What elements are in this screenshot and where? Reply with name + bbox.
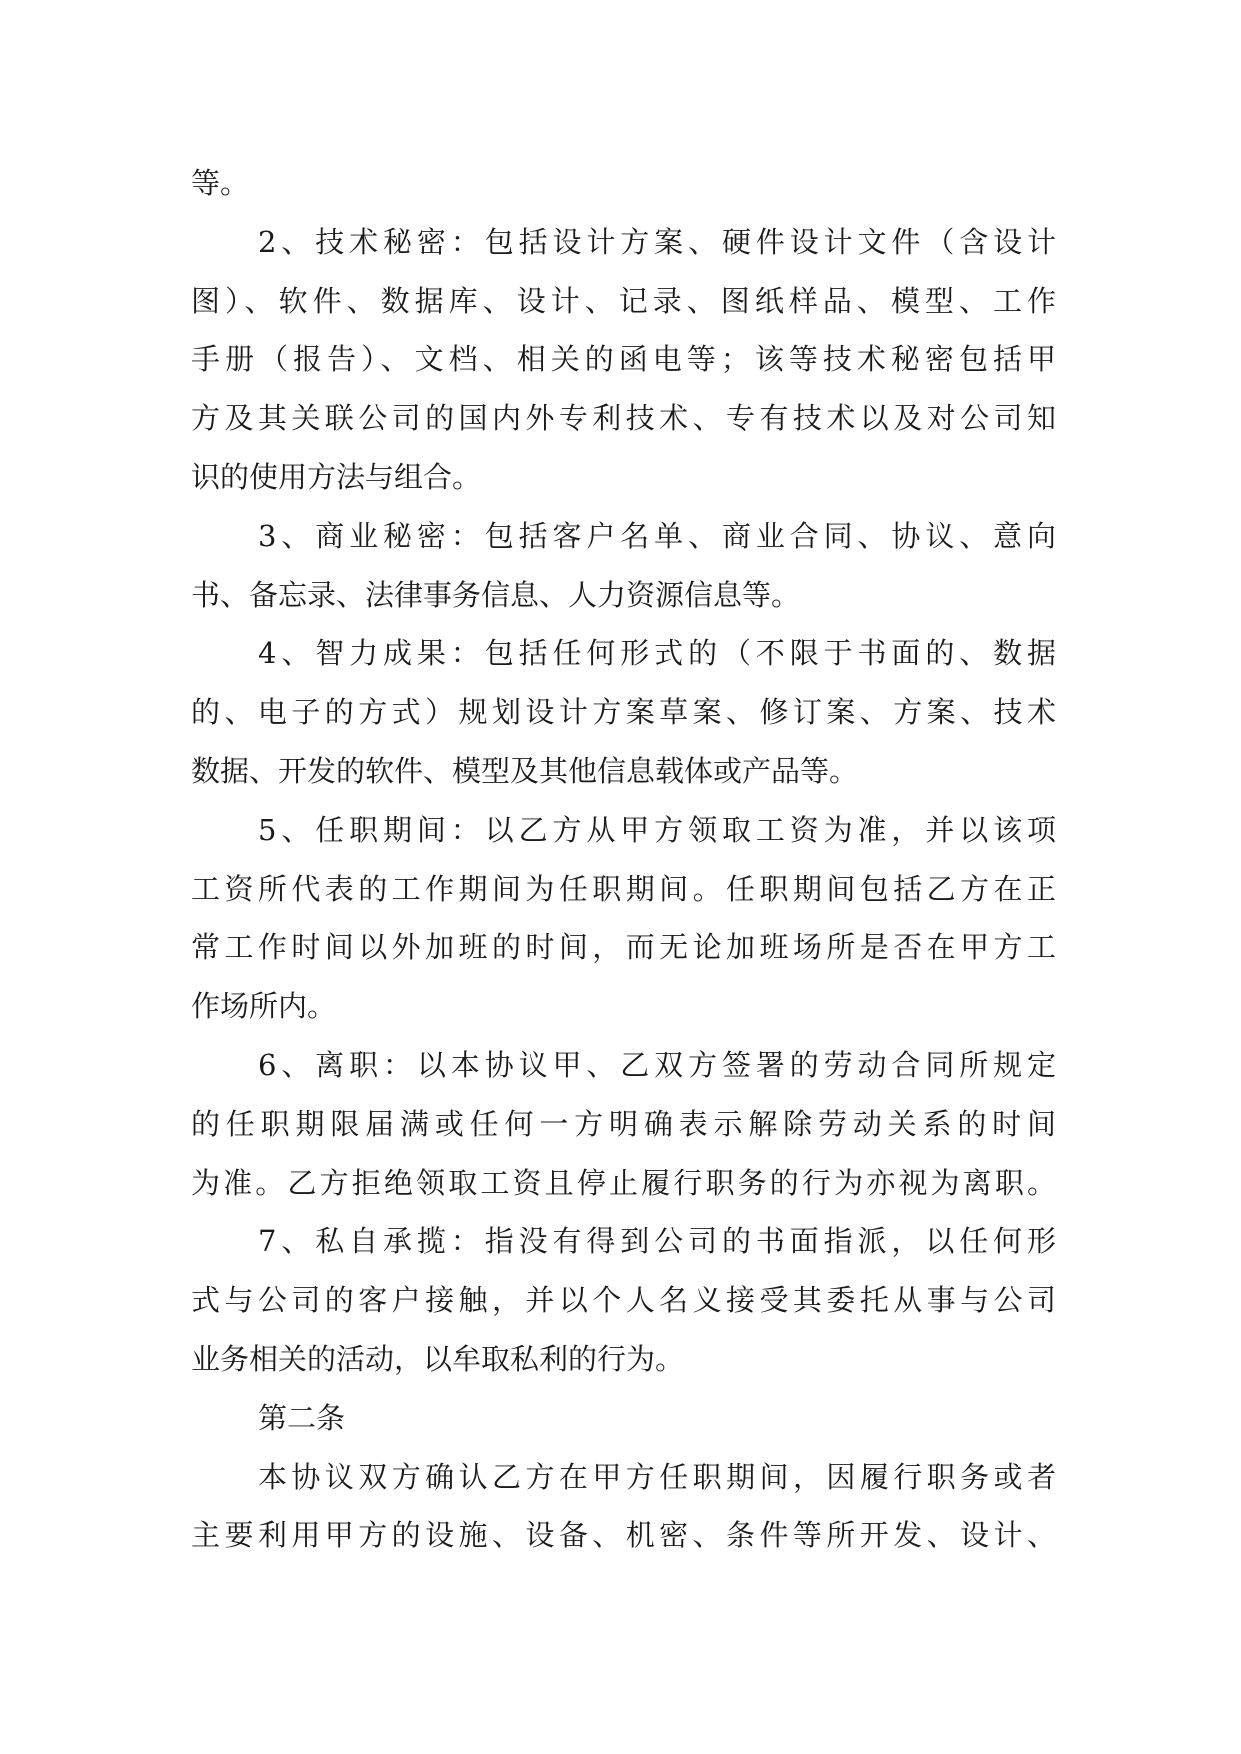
text-line: 的、电子的方式）规划设计方案草案、修订案、方案、技术 (191, 695, 1056, 730)
text-line: 3、商业秘密：包括客户名单、商业合同、协议、意向 (258, 518, 1056, 553)
text-line: 等。 (191, 166, 250, 200)
document-body (191, 154, 1056, 1565)
text-line: 6、离职：以本协议甲、乙双方签署的劳动合同所规定 (258, 1047, 1056, 1082)
paragraph-technical-secrets (191, 213, 1056, 507)
text-line: 识的使用方法与组合。 (191, 459, 482, 494)
paragraph-employment-period (191, 801, 1056, 1036)
text-line: 2、技术秘密：包括设计方案、硬件设计文件（含设计 (258, 224, 1056, 259)
text-line: 为准。乙方拒绝领取工资且停止履行职务的行为亦视为离职。 (191, 1165, 1056, 1200)
text-line: 主要利用甲方的设施、设备、机密、条件等所开发、设计、 (191, 1518, 1056, 1553)
article-heading (191, 1389, 1056, 1448)
paragraph-business-secrets (191, 507, 1056, 625)
text-line: 工资所代表的工作期间为任职期间。任职期间包括乙方在正 (191, 871, 1056, 906)
text-line: 数据、开发的软件、模型及其他信息载体或产品等。 (191, 753, 859, 788)
paragraph-intellectual-results (191, 624, 1056, 800)
text-line: 4、智力成果：包括任何形式的（不限于书面的、数据 (258, 636, 1056, 671)
text-line: 式与公司的客户接触，并以个人名义接受其委托从事与公司 (191, 1283, 1056, 1318)
paragraph-continuation (191, 154, 1056, 213)
text-line: 7、私自承揽：指没有得到公司的书面指派，以任何形 (258, 1224, 1056, 1259)
text-line: 业务相关的活动，以牟取私利的行为。 (191, 1341, 685, 1376)
text-line: 图）、软件、数据库、设计、记录、图纸样品、模型、工作 (191, 283, 1056, 318)
paragraph-article-two (191, 1448, 1056, 1566)
paragraph-private-contracting (191, 1212, 1056, 1388)
paragraph-resignation (191, 1036, 1056, 1212)
text-line: 方及其关联公司的国内外专利技术、专有技术以及对公司知 (191, 401, 1056, 436)
text-line: 手册（报告）、文档、相关的函电等；该等技术秘密包括甲 (191, 342, 1056, 377)
text-line: 常工作时间以外加班的时间，而无论加班场所是否在甲方工 (191, 930, 1056, 965)
article-title: 第二条 (258, 1400, 346, 1435)
text-line: 本协议双方确认乙方在甲方任职期间，因履行职务或者 (258, 1459, 1056, 1494)
text-line: 作场所内。 (191, 989, 337, 1024)
text-line: 的任职期限届满或任何一方明确表示解除劳动关系的时间 (191, 1106, 1056, 1141)
text-line: 5、任职期间：以乙方从甲方领取工资为准，并以该项 (258, 812, 1056, 847)
text-line: 书、备忘录、法律事务信息、人力资源信息等。 (191, 577, 801, 612)
